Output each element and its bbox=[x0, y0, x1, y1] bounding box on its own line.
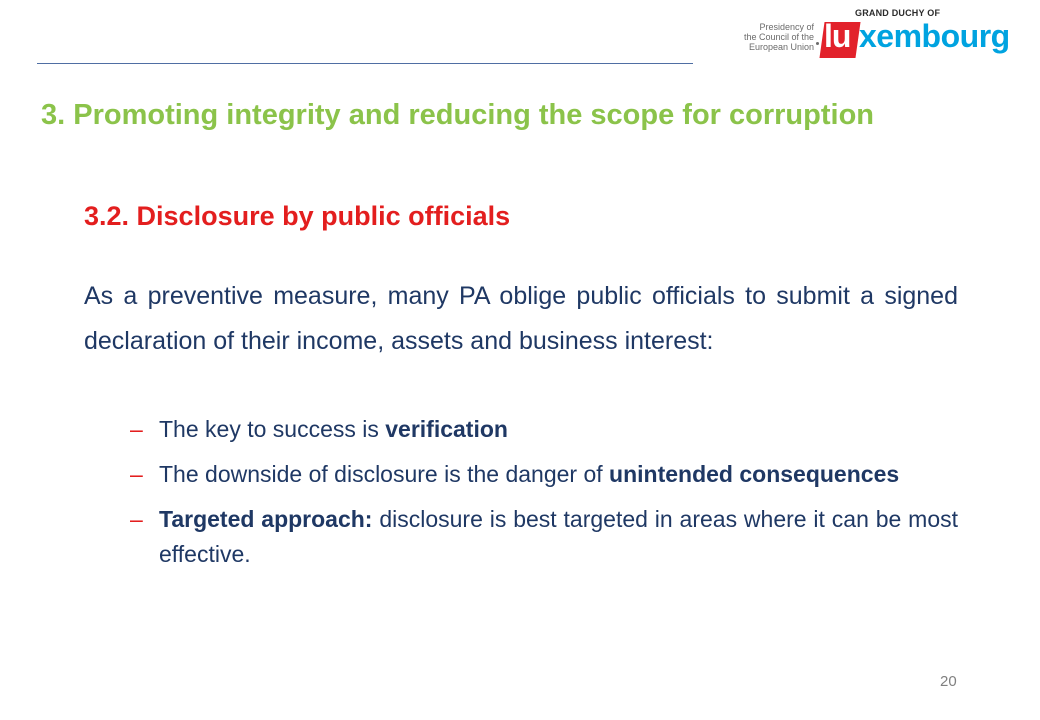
bullet-item bbox=[130, 412, 958, 447]
section-title: 3. Promoting integrity and reducing the scope for corruption bbox=[41, 99, 874, 131]
bullet-dash: – bbox=[130, 506, 143, 532]
bullet-text: The key to success is bbox=[159, 416, 386, 442]
bullet-dash: – bbox=[130, 461, 143, 487]
logo-dot bbox=[816, 42, 819, 45]
logo-presidency-line: Presidency of bbox=[759, 22, 814, 32]
header-divider bbox=[37, 63, 693, 64]
bullet-dash: – bbox=[130, 416, 143, 442]
bullet-text-after: disclosure is best targeted in areas where it can be most effective. bbox=[159, 506, 958, 567]
luxembourg-presidency-logo bbox=[738, 8, 1028, 60]
bullet-item bbox=[130, 457, 958, 492]
bullet-emphasis: verification bbox=[385, 416, 508, 442]
logo-xembourg-text: xembourg bbox=[859, 18, 1010, 54]
bullet-emphasis: Targeted approach: bbox=[159, 506, 373, 532]
logo-presidency-text bbox=[738, 22, 814, 52]
logo-grand-duchy-text: GRAND DUCHY OF bbox=[855, 8, 941, 18]
logo-lu-text: lu bbox=[824, 18, 851, 54]
logo-presidency-line: European Union bbox=[748, 42, 814, 52]
subsection-title: 3.2. Disclosure by public officials bbox=[84, 201, 511, 231]
intro-paragraph: As a preventive measure, many PA oblige public officials to submit a signed declaration of their income, assets and business interest: bbox=[84, 282, 958, 355]
bullet-item bbox=[130, 502, 958, 572]
logo-presidency-line: the Council of the bbox=[743, 32, 814, 42]
bullet-list bbox=[130, 412, 958, 582]
bullet-emphasis: unintended consequences bbox=[609, 461, 900, 487]
page-number: 20 bbox=[940, 673, 957, 690]
bullet-text: The downside of disclosure is the danger of bbox=[159, 461, 610, 487]
